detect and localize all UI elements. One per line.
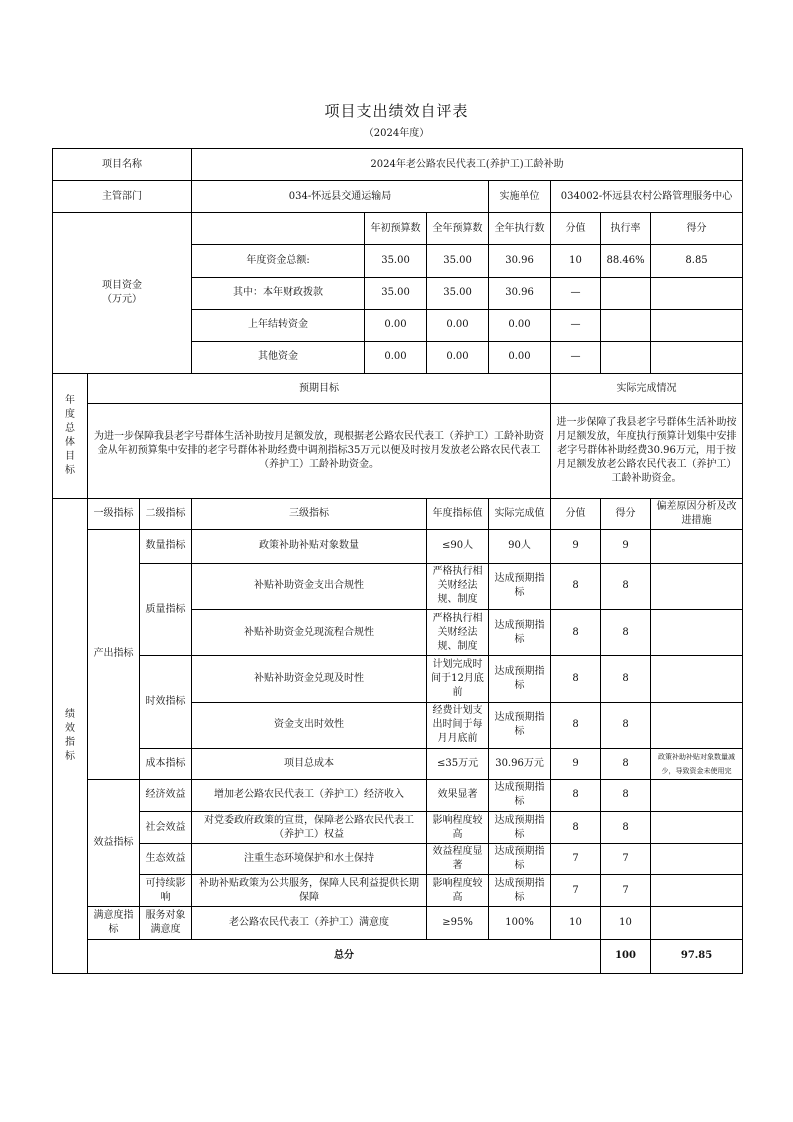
level2-sustainable: 可持续影响	[140, 875, 192, 907]
indicator-target: ≥95%	[427, 907, 489, 939]
indicator-score-max: 10	[551, 907, 601, 939]
funds-row-label: 其中：本年财政拨款	[192, 277, 365, 309]
indicator-name: 项目总成本	[192, 748, 427, 779]
indicator-note: 政策补助补贴对象数量减少，导致资金未使用完	[651, 748, 743, 779]
indicator-note	[651, 875, 743, 907]
indicator-score: 8	[601, 610, 651, 656]
indicator-row	[53, 529, 743, 563]
indicator-actual: 达成预期指标	[489, 779, 551, 811]
indicator-score-max: 8	[551, 702, 601, 748]
level2-service: 服务对象满意度	[140, 907, 192, 939]
funds-cell: 0.00	[365, 309, 427, 341]
goals-text-row	[53, 404, 743, 498]
indicator-score-max: 8	[551, 656, 601, 702]
indicator-name: 补助补贴政策为公共服务，保障人民利益提供长期保障	[192, 875, 427, 907]
goals-header-row	[53, 373, 743, 403]
indicator-row	[53, 812, 743, 844]
funds-cell: 0.00	[365, 341, 427, 373]
funds-header: 执行率	[601, 213, 651, 245]
level2-quality: 质量指标	[140, 563, 192, 655]
funds-cell: —	[551, 277, 601, 309]
funds-cell	[651, 277, 743, 309]
indicator-header-row	[53, 498, 743, 529]
indicator-note	[651, 812, 743, 844]
indicator-name: 补贴补助资金兑现流程合规性	[192, 610, 427, 656]
indicator-score: 10	[601, 907, 651, 939]
funds-cell: 0.00	[427, 341, 489, 373]
funds-row-label: 年度资金总额:	[192, 245, 365, 277]
indicator-score-max: 8	[551, 563, 601, 609]
funds-header: 分值	[551, 213, 601, 245]
level2-economic: 经济效益	[140, 779, 192, 811]
funds-row-label: 其他资金	[192, 341, 365, 373]
indicator-header: 年度指标值	[427, 498, 489, 529]
evaluation-table	[52, 148, 743, 974]
indicator-target: 影响程度较高	[427, 812, 489, 844]
indicator-header: 偏差原因分析及改进措施	[651, 498, 743, 529]
indicator-name: 资金支出时效性	[192, 702, 427, 748]
indicator-actual: 达成预期指标	[489, 656, 551, 702]
funds-cell	[601, 277, 651, 309]
funds-cell: 88.46%	[601, 245, 651, 277]
indicator-row	[53, 779, 743, 811]
indicator-actual: 达成预期指标	[489, 563, 551, 609]
funds-cell: —	[551, 341, 601, 373]
total-score: 97.85	[651, 939, 743, 973]
funds-cell: 0.00	[427, 309, 489, 341]
funds-header: 得分	[651, 213, 743, 245]
indicator-row	[53, 563, 743, 609]
indicator-score: 8	[601, 702, 651, 748]
indicator-note	[651, 529, 743, 563]
indicator-name: 对党委政府政策的宣贯，保障老公路农民代表工（养护工）权益	[192, 812, 427, 844]
indicator-actual: 达成预期指标	[489, 844, 551, 875]
funds-cell: 30.96	[489, 277, 551, 309]
funds-cell: 0.00	[489, 309, 551, 341]
total-row	[53, 939, 743, 973]
indicator-header: 二级指标	[140, 498, 192, 529]
indicator-header: 分值	[551, 498, 601, 529]
indicator-score-max: 7	[551, 844, 601, 875]
funds-cell	[651, 341, 743, 373]
impl-label: 实施单位	[489, 181, 551, 213]
indicator-name: 政策补助补贴对象数量	[192, 529, 427, 563]
indicator-target: 经费计划支出时间于每月月底前	[427, 702, 489, 748]
funds-cell: 35.00	[427, 277, 489, 309]
funds-header-blank	[192, 213, 365, 245]
indicator-score-max: 9	[551, 748, 601, 779]
indicator-row	[53, 844, 743, 875]
indicator-target: 计划完成时间于12月底前	[427, 656, 489, 702]
funds-cell: 30.96	[489, 245, 551, 277]
indicator-actual: 达成预期指标	[489, 875, 551, 907]
funds-cell: 10	[551, 245, 601, 277]
indicator-actual: 达成预期指标	[489, 812, 551, 844]
funds-cell	[651, 309, 743, 341]
indicator-row	[53, 656, 743, 702]
indicator-name: 补贴补助资金支出合规性	[192, 563, 427, 609]
project-name-value: 2024年老公路农民代表工(养护工)工龄补助	[192, 149, 743, 181]
indicators-side-label: 绩 效 指 标	[53, 498, 88, 973]
indicator-score: 8	[601, 748, 651, 779]
indicator-note	[651, 610, 743, 656]
impl-value: 034002-怀远县农村公路管理服务中心	[551, 181, 743, 213]
indicator-header: 一级指标	[88, 498, 140, 529]
funds-label-text: 项目资金 （万元）	[102, 280, 143, 306]
goals-expected-text: 为进一步保障我县老字号群体生活补助按月足额发放，现根据老公路农民代表工（养护工）工龄补助资金从年初预算集中安排的老字号群体补助经费中调剂指标35万元以便及时按月发放老公路农民代表工（养护工）工龄补助资金。	[88, 404, 551, 498]
indicator-name: 老公路农民代表工（养护工）满意度	[192, 907, 427, 939]
funds-cell: 35.00	[365, 277, 427, 309]
indicator-target: ≤90人	[427, 529, 489, 563]
indicator-score: 8	[601, 779, 651, 811]
goals-actual-text: 进一步保障了我县老字号群体生活补助按月足额发放，年度执行预算计划集中安排老字号群体补助经费30.96万元，用于按月足额发放老公路农民代表工（养护工）工龄补助资金。	[551, 404, 743, 498]
funds-header-row	[53, 213, 743, 245]
indicator-note	[651, 779, 743, 811]
funds-cell: 0.00	[489, 341, 551, 373]
level2-social: 社会效益	[140, 812, 192, 844]
indicator-header: 得分	[601, 498, 651, 529]
funds-cell: 8.85	[651, 245, 743, 277]
project-name-label: 项目名称	[53, 149, 192, 181]
indicator-header: 实际完成值	[489, 498, 551, 529]
level2-quantity: 数量指标	[140, 529, 192, 563]
funds-cell: —	[551, 309, 601, 341]
level1-satisfaction: 满意度指标	[88, 907, 140, 939]
indicator-score-max: 8	[551, 812, 601, 844]
level2-ecological: 生态效益	[140, 844, 192, 875]
indicator-note	[651, 702, 743, 748]
funds-row-label: 上年结转资金	[192, 309, 365, 341]
total-score-max: 100	[601, 939, 651, 973]
indicator-actual: 达成预期指标	[489, 702, 551, 748]
indicator-score-max: 7	[551, 875, 601, 907]
indicator-score: 9	[601, 529, 651, 563]
indicator-target: ≤35万元	[427, 748, 489, 779]
indicator-target: 严格执行相关财经法规、制度	[427, 610, 489, 656]
funds-cell: 35.00	[427, 245, 489, 277]
level1-output: 产出指标	[88, 529, 140, 779]
indicator-header: 三级指标	[192, 498, 427, 529]
dept-label: 主管部门	[53, 181, 192, 213]
goals-side-label: 年 度 总 体 目 标	[53, 373, 88, 498]
indicator-actual: 100%	[489, 907, 551, 939]
funds-header: 全年执行数	[489, 213, 551, 245]
indicator-score-max: 8	[551, 610, 601, 656]
funds-cell: 35.00	[365, 245, 427, 277]
funds-label	[53, 213, 192, 374]
indicator-note	[651, 844, 743, 875]
dept-value: 034-怀远县交通运输局	[192, 181, 489, 213]
page-subtitle: （2024年度）	[363, 128, 430, 139]
indicator-score: 8	[601, 563, 651, 609]
indicator-score-max: 9	[551, 529, 601, 563]
indicator-target: 效果显著	[427, 779, 489, 811]
indicator-score: 7	[601, 844, 651, 875]
indicator-note	[651, 907, 743, 939]
department-row	[53, 181, 743, 213]
goals-expected-header: 预期目标	[88, 373, 551, 403]
indicator-target: 影响程度较高	[427, 875, 489, 907]
funds-cell	[601, 309, 651, 341]
indicator-row	[53, 907, 743, 939]
indicator-target: 严格执行相关财经法规、制度	[427, 563, 489, 609]
indicator-name: 增加老公路农民代表工（养护工）经济收入	[192, 779, 427, 811]
goals-actual-header: 实际完成情况	[551, 373, 743, 403]
indicator-name: 注重生态环境保护和水土保持	[192, 844, 427, 875]
indicator-name: 补贴补助资金兑现及时性	[192, 656, 427, 702]
funds-cell	[601, 341, 651, 373]
indicator-score: 7	[601, 875, 651, 907]
total-label: 总分	[88, 939, 601, 973]
indicator-score: 8	[601, 656, 651, 702]
indicator-row	[53, 875, 743, 907]
page-title: 项目支出绩效自评表	[324, 102, 469, 120]
funds-header: 年初预算数	[365, 213, 427, 245]
indicator-note	[651, 656, 743, 702]
indicator-actual: 90人	[489, 529, 551, 563]
indicator-row	[53, 748, 743, 779]
indicator-actual: 30.96万元	[489, 748, 551, 779]
level2-cost: 成本指标	[140, 748, 192, 779]
indicator-actual: 达成预期指标	[489, 610, 551, 656]
indicator-target: 效益程度显著	[427, 844, 489, 875]
funds-header: 全年预算数	[427, 213, 489, 245]
project-name-row	[53, 149, 743, 181]
indicator-note	[651, 563, 743, 609]
level1-effect: 效益指标	[88, 779, 140, 907]
indicator-score: 8	[601, 812, 651, 844]
indicator-score-max: 8	[551, 779, 601, 811]
level2-timeliness: 时效指标	[140, 656, 192, 748]
